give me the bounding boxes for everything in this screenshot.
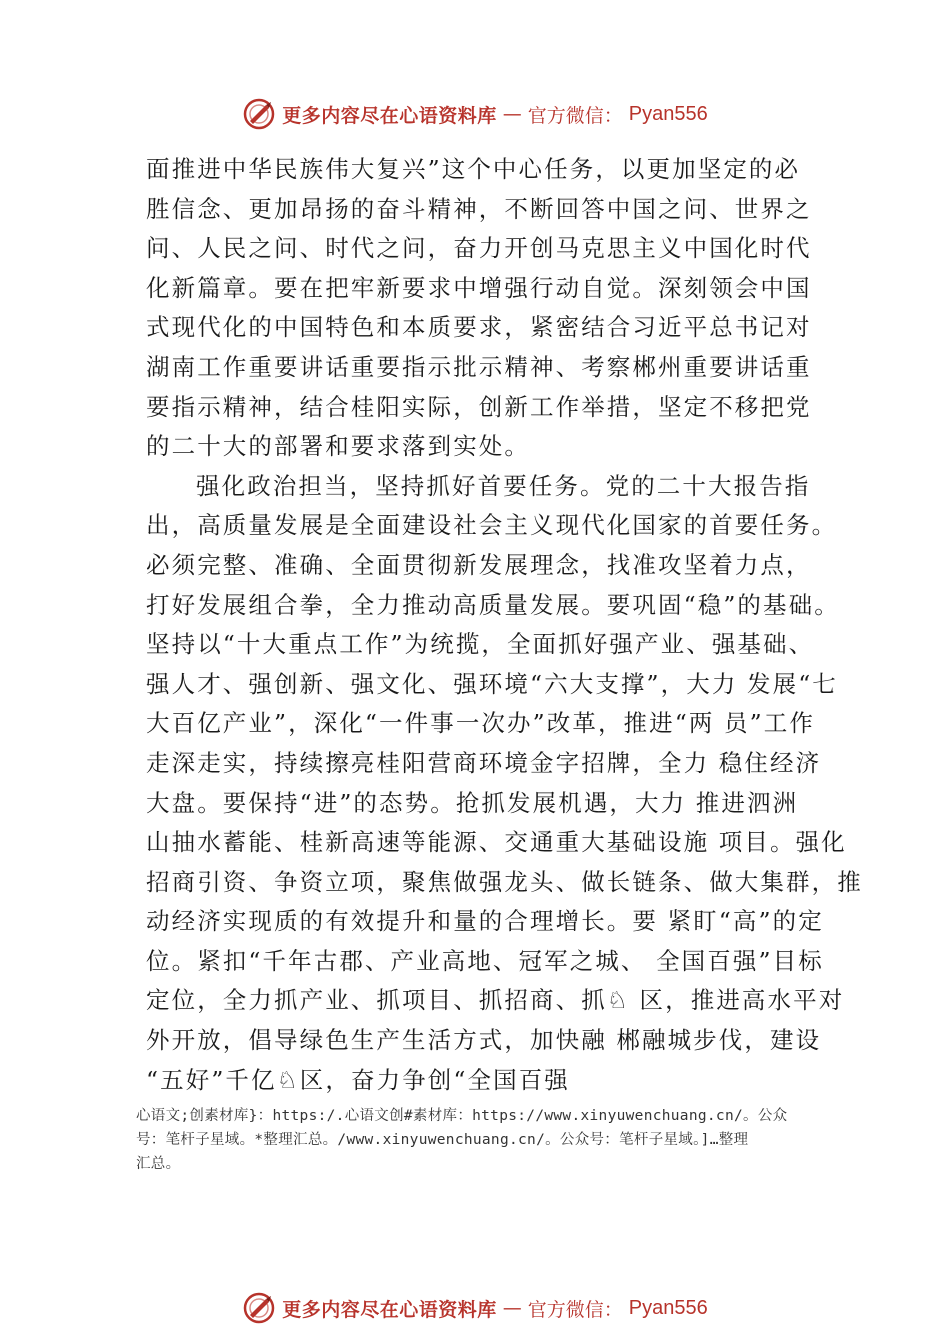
banner-official-label: 官方微信： [527,1298,623,1321]
text-line: 走深走实，持续擦亮桂阳营商环境金字招牌，全力 稳住经济 [146,748,822,777]
text-line: 打好发展组合拳，全力推动高质量发展。要巩固“稳”的基础。 [146,590,840,619]
paragraph-2 [146,467,863,1101]
banner-wechat-id: Pyan556 [628,102,708,125]
text-line: 外开放，倡导绿色生产生活方式，加快融 郴融城步伐，建设 [146,1026,822,1055]
brand-logo-icon [242,1291,276,1325]
text-line: 式现代化的中国特色和本质要求，紧密结合习近平总书记对 [146,313,812,342]
footnote-line: 心语文;创素材库}：https:/.心语文创#素材库：https://www.xinyuwenchuang.cn/。公众 [136,1108,788,1124]
banner-official-label: 官方微信： [527,104,623,127]
text-line: 湖南工作重要讲话重要指示批示精神、考察郴州重要讲话重 [146,352,812,381]
text-line: 强人才、强创新、强文化、强环境“六大支撑”，大力 发展“七 [146,669,838,698]
text-line: 要指示精神，结合桂阳实际，创新工作举措，坚定不移把党 [146,392,812,421]
paragraph-1 [146,150,836,467]
text-line: “五好”千亿♘区，奋力争创“全国百强 [146,1065,570,1094]
header-banner [0,94,950,134]
text-line: 出，高质量发展是全面建设社会主义现代化国家的首要任务。 [146,511,838,540]
text-line: 大百亿产业”，深化“一件事一次办”改革，推进“两 员”工作 [146,709,815,738]
text-line: 强化政治担当，坚持抓好首要任务。党的二十大报告指 [196,471,811,500]
text-line: 动经济实现质的有效提升和量的合理增长。要 紧盯“高”的定 [146,907,824,936]
banner-brand-text: 更多内容尽在心语资料库 [282,104,497,127]
text-line: 位。紧扣“千年古郡、产业高地、冠军之城、 全国百强”目标 [146,946,824,975]
text-line: 面推进中华民族伟大复兴”这个中心任务，以更加坚定的必 [146,155,801,183]
text-line: 化新篇章。要在把牢新要求中增强行动自觉。深刻领会中国 [146,273,812,302]
footer-banner [0,1288,950,1328]
source-footnote [136,1104,836,1176]
text-line: 坚持以“十大重点工作”为统揽，全面抓好强产业、强基础、 [146,630,815,659]
text-line: 胜信念、更加昂扬的奋斗精神，不断回答中国之问、世界之 [146,194,812,223]
text-line: 问、人民之问、时代之问，奋力开创马克思主义中国化时代 [146,234,812,263]
banner-wechat-id: Pyan556 [628,1296,708,1319]
banner-brand-text: 更多内容尽在心语资料库 [282,1298,497,1321]
document-body [146,150,863,1100]
text-line: 招商引资、争资立项，聚焦做强龙头、做长链条、做大集群，推 [146,867,863,896]
text-line: 定位，全力抓产业、抓项目、抓招商、抓♘ 区，推进高水平对 [146,986,845,1015]
text-line: 山抽水蓄能、桂新高速等能源、交通重大基础设施 项目。强化 [146,828,847,857]
text-line: 的二十大的部署和要求落到实处。 [146,432,530,461]
text-line: 必须完整、准确、全面贯彻新发展理念，找准攻坚着力点， [146,550,812,579]
banner-separator: — [502,103,522,125]
footnote-line: 号：笔杆子星域。*整理汇总。/www.xinyuwenchuang.cn/。公众号：笔杆子星域。]…整理 [136,1132,749,1148]
text-line: 大盘。要保持“进”的态势。抢抓发展机遇，大力 推进泗洲 [146,788,799,817]
banner-separator: — [502,1297,522,1319]
footnote-line: 汇总。 [136,1156,181,1172]
brand-logo-icon [242,97,276,131]
